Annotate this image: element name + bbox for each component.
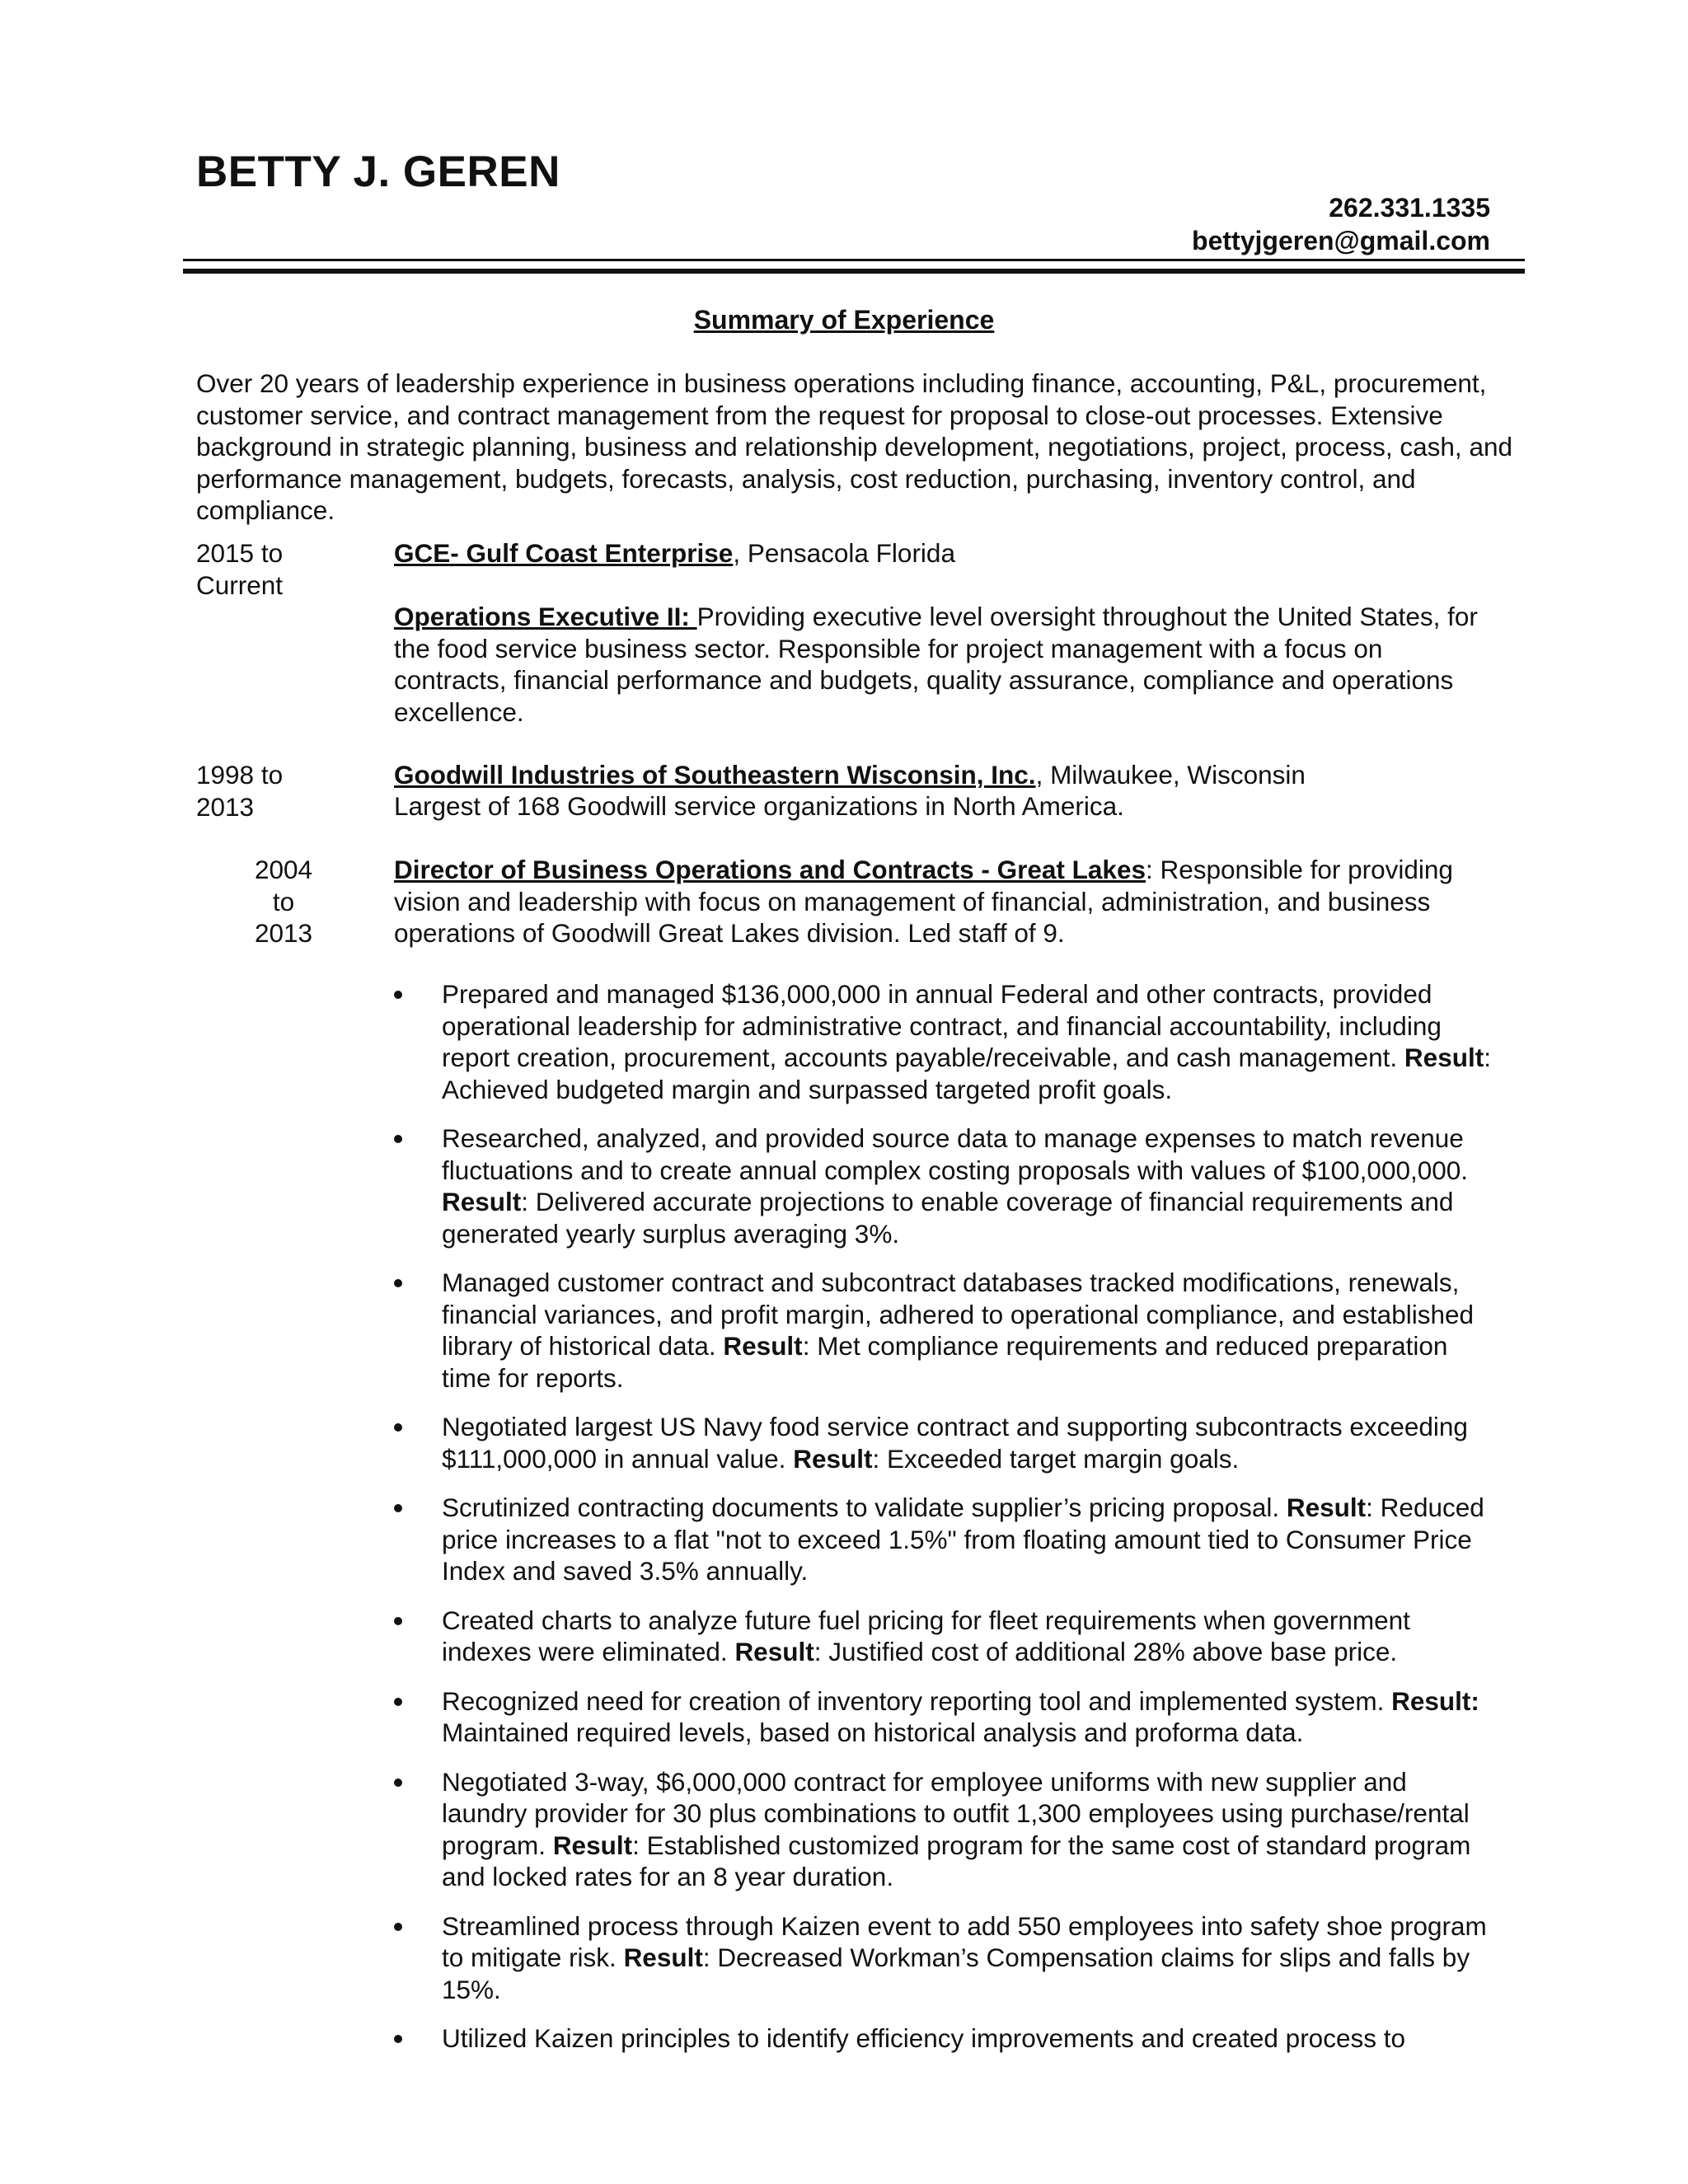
job1-date-start: 2015 to <box>196 538 284 568</box>
job1-dates <box>196 537 283 601</box>
result-label: Result <box>723 1331 803 1361</box>
summary-paragraph: Over 20 years of leadership experience in business operations including finance, accounting, P&L, procurement, customer service, and contract management from the request for proposal to close-out processes. Extensive background in strategic planning, business and relationship development, negotiations, project, process, cash, and performance management, budgets, forecasts, analysis, cost reduction, purchasing, inventory control, and compliance. <box>196 368 1512 525</box>
job2-role-date-end: 2013 <box>254 918 313 948</box>
result-label: Result <box>1404 1043 1484 1072</box>
list-item <box>394 1910 1498 2006</box>
job2-role-dates <box>234 854 333 949</box>
bullet-text: Negotiated 3-way, $6,000,000 contract for employee uniforms with new supplier and laundry provider for 30 plus combinations to outfit 1,300 employees using purchase/rental program. <box>442 1766 1470 1860</box>
bullet-text: Negotiated largest US Navy food service contract and supporting subcontracts exceeding $111,000,000 in annual value. <box>442 1412 1468 1474</box>
bullet-icon <box>394 991 402 999</box>
bullet-text: Scrutinized contracting documents to validate supplier’s pricing proposal. <box>442 1493 1287 1522</box>
bullet-icon <box>394 1504 402 1512</box>
list-item <box>394 1122 1498 1249</box>
list-item <box>394 1605 1498 1668</box>
bullet-text: Streamlined process through Kaizen event to add 550 employees into safety shoe program to mitigate risk. <box>442 1910 1487 1972</box>
list-item <box>394 1685 1498 1749</box>
result-text: : Delivered accurate projections to enable coverage of financial requirements and generated yearly surplus averaging 3%. <box>442 1187 1454 1249</box>
job2-date-end: 2013 <box>196 791 255 822</box>
list-item <box>394 978 1498 1105</box>
section-title-summary: Summary of Experience <box>693 305 995 335</box>
result-label: Result <box>734 1637 814 1666</box>
bullet-icon <box>394 1779 402 1787</box>
job2-description: Largest of 168 Goodwill service organizations in North America. <box>394 791 1124 821</box>
result-text: : Decreased Workman’s Compensation claims for slips and falls by 15%. <box>442 1943 1470 2004</box>
candidate-name: BETTY J. GEREN <box>196 148 560 196</box>
phone-number: 262.331.1335 <box>1329 193 1490 223</box>
bullet-text: Created charts to analyze future fuel pricing for fleet requirements when government indexes were eliminated. <box>442 1605 1410 1666</box>
list-item <box>394 1492 1498 1587</box>
list-item <box>394 2022 1498 2055</box>
result-label: Result <box>793 1443 873 1474</box>
bullet-text: Prepared and managed $136,000,000 in annual Federal and other contracts, provided operational leadership for administrative contract, and financial accountability, including report creation, procurement, accounts payable/receivable, and cash management. <box>442 979 1442 1072</box>
list-item <box>394 1267 1498 1394</box>
job2-role <box>394 854 1498 949</box>
bullet-text: Utilized Kaizen principles to identify efficiency improvements and created process to <box>442 2023 1405 2053</box>
job1-location: , Pensacola Florida <box>733 538 955 568</box>
job2-employer: Goodwill Industries of Southeastern Wisconsin, Inc. <box>394 760 1036 790</box>
bullet-icon <box>394 1135 402 1143</box>
result-label: Result <box>1286 1493 1367 1522</box>
bullet-text: Researched, analyzed, and provided source data to manage expenses to match revenue fluctuations and to create annual complex costing proposals with values of $100,000,000. <box>442 1123 1469 1185</box>
bullet-icon <box>394 1423 402 1432</box>
result-text: : Achieved budgeted margin and surpassed targeted profit goals. <box>442 1043 1491 1104</box>
result-label: Result <box>623 1943 703 1972</box>
job2-dates <box>196 759 283 823</box>
result-text: Maintained required levels, based on historical analysis and proforma data. <box>442 1718 1304 1747</box>
result-text: : Established customized program for the same cost of standard program and locked rates for an 8 year duration. <box>442 1830 1471 1891</box>
result-text: : Reduced price increases to a flat "not to exceed 1.5%" from floating amount tied to Consumer Price Index and saved 3.5% annually. <box>442 1493 1484 1586</box>
bullet-text: Managed customer contract and subcontract databases tracked modifications, renewals, financial variances, and profit margin, adhered to operational compliance, and established library of historical data. <box>442 1268 1475 1361</box>
job1-employer: GCE- Gulf Coast Enterprise <box>394 538 734 568</box>
result-text: : Exceeded target margin goals. <box>872 1443 1240 1474</box>
list-item <box>394 1766 1498 1893</box>
header-divider-thick <box>183 269 1525 274</box>
job2-role-title: Director of Business Operations and Contracts - Great Lakes <box>394 855 1146 884</box>
result-text: : Met compliance requirements and reduced preparation time for reports. <box>442 1331 1448 1393</box>
bullet-icon <box>394 1279 402 1287</box>
job1-employer-line <box>394 537 1515 569</box>
job2-role-date-start: 2004 <box>254 855 313 884</box>
achievements-list <box>394 978 1498 2072</box>
job2-location: , Milwaukee, Wisconsin <box>1035 760 1306 790</box>
contact-block <box>1192 191 1490 257</box>
result-label: Result <box>552 1830 633 1860</box>
job1-role-text: Providing executive level oversight throughout the United States, for the food service business sector. Responsible for project management with a focus on contracts, financial performance and budgets, quality assurance, compliance and operations excellence. <box>394 602 1478 727</box>
bullet-icon <box>394 2035 402 2043</box>
job2-role-text: : Responsible for providing vision and leadership with focus on management of financial, administration, and business operations of Goodwill Great Lakes division. Led staff of 9. <box>394 855 1453 948</box>
result-label: Result: <box>1391 1685 1479 1716</box>
bullet-icon <box>394 1617 402 1625</box>
header-divider-thin <box>183 259 1525 261</box>
email-address: bettyjgeren@gmail.com <box>1192 226 1490 255</box>
bullet-icon <box>394 1923 402 1931</box>
job2-date-start: 1998 to <box>196 760 284 790</box>
job2-employer-line <box>394 759 1515 791</box>
result-text: : Justified cost of additional 28% above base price. <box>814 1637 1398 1666</box>
bullet-text: Recognized need for creation of inventory reporting tool and implemented system. <box>442 1685 1392 1716</box>
list-item <box>394 1411 1498 1474</box>
bullet-icon <box>394 1698 402 1706</box>
job1-role <box>394 601 1498 728</box>
result-label: Result <box>442 1187 522 1216</box>
job1-role-title: Operations Executive II: <box>394 602 697 631</box>
job2-role-date-to: to <box>272 886 295 916</box>
job1-date-end: Current <box>196 569 284 600</box>
